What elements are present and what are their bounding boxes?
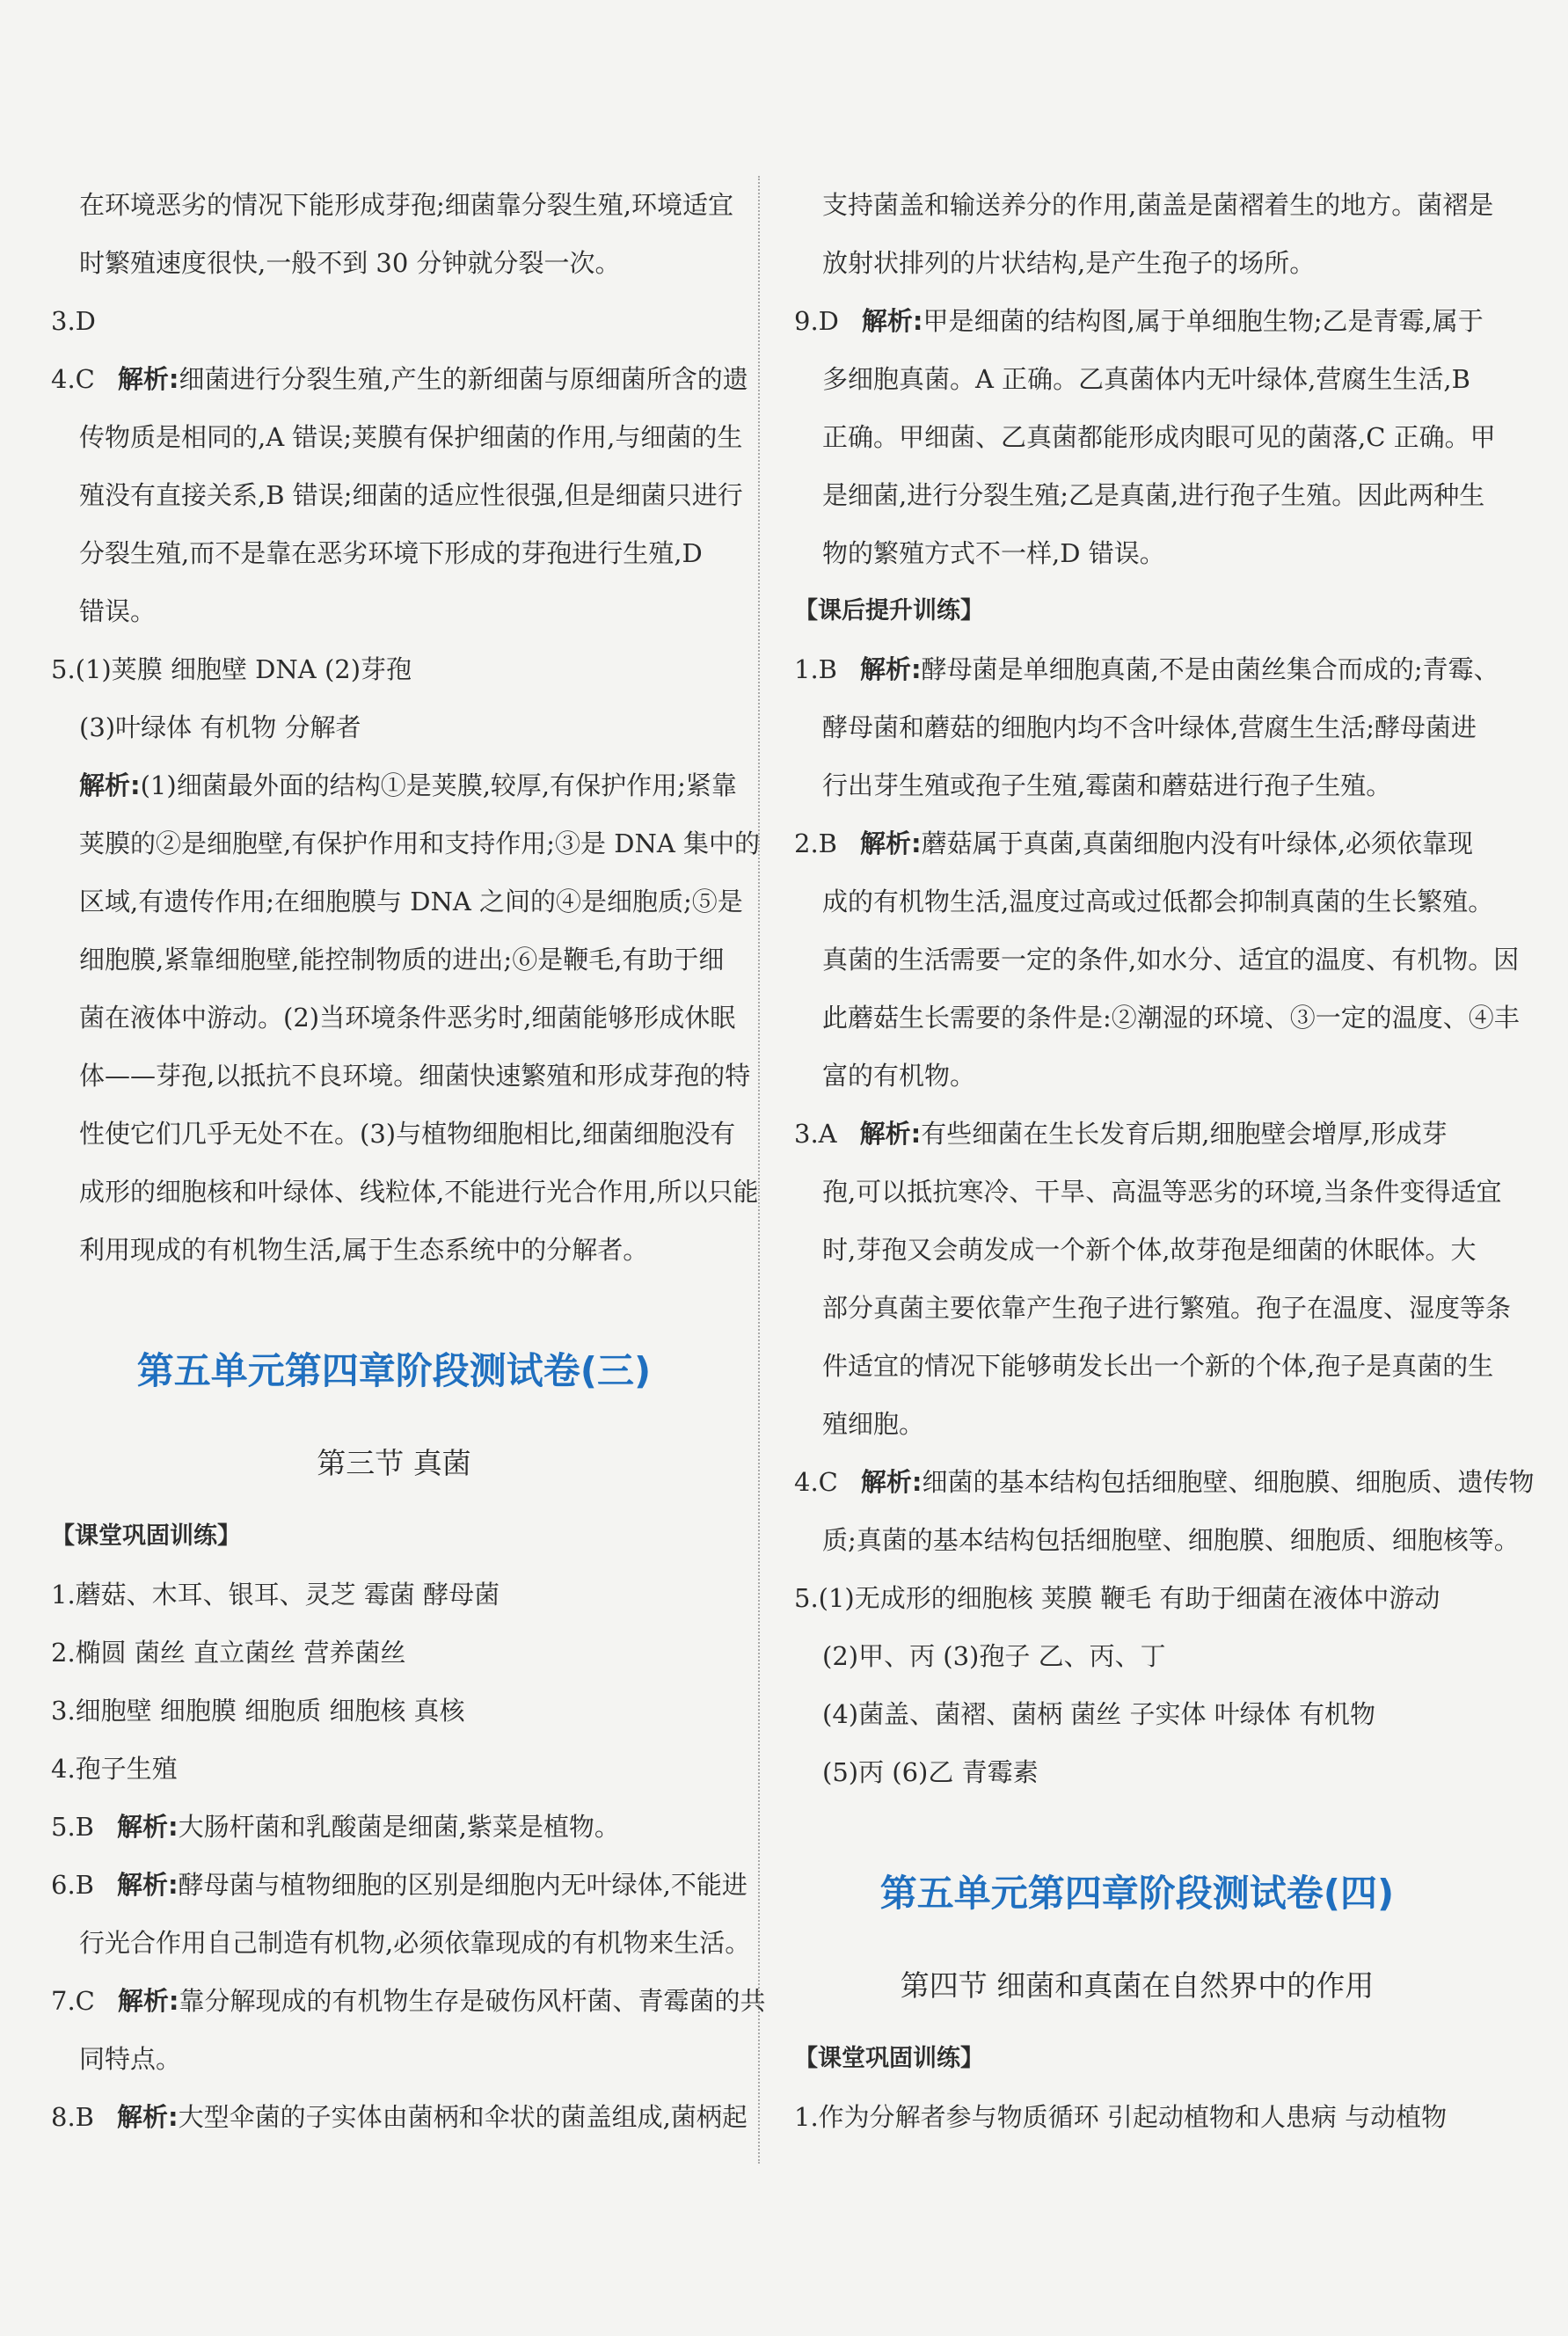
left-column — [51, 176, 766, 2146]
answer-num: 4.C — [51, 364, 95, 394]
analysis-text: 甲是细菌的结构图,属于单细胞生物;乙是青霉,属于 — [923, 306, 1484, 336]
text-line: 传物质是相同的,A 错误;荚膜有保护细菌的作用,与细菌的生 — [79, 422, 743, 452]
answer-4 — [51, 350, 748, 408]
analysis-text: 大型伞菌的子实体由菌柄和伞状的菌盖组成,菌柄起 — [178, 2102, 748, 2132]
analysis-label: 解析: — [79, 770, 141, 800]
answer-5: 5.(1)荚膜 细胞壁 DNA (2)芽孢 — [51, 654, 412, 684]
analysis-text: (1)细菌最外面的结构①是荚膜,较厚,有保护作用;紧靠 — [140, 770, 737, 800]
list-item — [51, 1856, 748, 1914]
text-line: 错误。 — [79, 596, 157, 626]
right-column — [794, 176, 1535, 2146]
text-line: 时繁殖速度很快,一般不到 30 分钟就分裂一次。 — [79, 248, 621, 278]
answer-num: 2.B — [794, 829, 837, 858]
list-item — [51, 2088, 748, 2146]
text-line: (4)菌盖、菌褶、菌柄 菌丝 子实体 叶绿体 有机物 — [822, 1699, 1375, 1729]
text-line: 在环境恶劣的情况下能形成芽孢;细菌靠分裂生殖,环境适宜 — [79, 190, 733, 220]
list-item: 3.细胞壁 细胞膜 细胞质 细胞核 真核 — [51, 1696, 465, 1726]
text-line: 区域,有遗传作用;在细胞膜与 DNA 之间的④是细胞质;⑤是 — [79, 887, 743, 916]
text-line: 孢,可以抵抗寒冷、干旱、高温等恶劣的环境,当条件变得适宜 — [822, 1177, 1502, 1207]
text-line: 支持菌盖和输送养分的作用,菌盖是菌褶着生的地方。菌褶是 — [822, 190, 1494, 220]
text-line: 利用现成的有机物生活,属于生态系统中的分解者。 — [79, 1235, 649, 1265]
text-line: 此蘑菇生长需要的条件是:②潮湿的环境、③一定的温度、④丰 — [822, 1003, 1520, 1033]
text-line: 菌在液体中游动。(2)当环境条件恶劣时,细菌能够形成休眠 — [79, 1003, 736, 1033]
text-line: (3)叶绿体 有机物 分解者 — [79, 712, 361, 742]
analysis-label: 解析: — [116, 2102, 179, 2132]
analysis-label: 解析: — [860, 1467, 923, 1497]
text-line: 分裂生殖,而不是靠在恶劣环境下形成的芽孢进行生殖,D — [79, 538, 703, 568]
text-line: 真菌的生活需要一定的条件,如水分、适宜的温度、有机物。因 — [822, 945, 1520, 975]
text-line: 成形的细胞核和叶绿体、线粒体,不能进行光合作用,所以只能 — [79, 1177, 759, 1207]
section-title: 第五单元第四章阶段测试卷(四) — [879, 1872, 1395, 1915]
list-item — [794, 640, 1499, 698]
text-line: 部分真菌主要依靠产生孢子进行繁殖。孢子在温度、湿度等条 — [822, 1293, 1512, 1323]
text-line: 荚膜的②是细胞壁,有保护作用和支持作用;③是 DNA 集中的 — [79, 829, 760, 858]
section-subtitle: 第三节 真菌 — [317, 1446, 471, 1480]
text-line: 富的有机物。 — [822, 1061, 976, 1091]
analysis-text: 靠分解现成的有机物生存是破伤风杆菌、青霉菌的共 — [179, 1986, 766, 2016]
section-subtitle: 第四节 细菌和真菌在自然界中的作用 — [900, 1968, 1375, 2003]
analysis-label: 解析: — [859, 829, 922, 858]
text-line: 行出芽生殖或孢子生殖,霉菌和蘑菇进行孢子生殖。 — [822, 770, 1392, 800]
analysis-label: 解析: — [117, 364, 179, 394]
analysis-text: 蘑菇属于真菌,真菌细胞内没有叶绿体,必须依靠现 — [921, 829, 1474, 858]
answer-num: 6.B — [51, 1870, 94, 1900]
analysis-text: 有些细菌在生长发育后期,细胞壁会增厚,形成芽 — [921, 1119, 1448, 1149]
analysis-label: 解析: — [116, 1812, 179, 1842]
text-line: 质;真菌的基本结构包括细胞壁、细胞膜、细胞质、细胞核等。 — [822, 1525, 1520, 1555]
list-item: 1.作为分解者参与物质循环 引起动植物和人患病 与动植物 — [794, 2102, 1448, 2132]
section-tag: 【课后提升训练】 — [794, 597, 984, 624]
answer-num: 4.C — [794, 1467, 838, 1497]
analysis-label: 解析: — [116, 1870, 179, 1900]
answer-num: 1.B — [794, 654, 837, 684]
list-item — [794, 1105, 1480, 1163]
text-line: 同特点。 — [79, 2044, 182, 2074]
text-line: 酵母菌和蘑菇的细胞内均不含叶绿体,营腐生生活;酵母菌进 — [822, 712, 1477, 742]
text-line: 殖细胞。 — [822, 1409, 925, 1439]
list-item: 5.(1)无成形的细胞核 荚膜 鞭毛 有助于细菌在液体中游动 — [794, 1583, 1440, 1613]
text-line: 放射状排列的片状结构,是产生孢子的场所。 — [822, 248, 1316, 278]
text-line: (2)甲、丙 (3)孢子 乙、丙、丁 — [822, 1641, 1166, 1671]
analysis-text: 细菌进行分裂生殖,产生的新细菌与原细菌所含的遗 — [179, 364, 748, 394]
text-line: 多细胞真菌。A 正确。乙真菌体内无叶绿体,营腐生生活,B — [822, 364, 1470, 394]
section-tag: 【课堂巩固训练】 — [794, 2045, 984, 2072]
answer-num: 5.B — [51, 1812, 94, 1842]
analysis-label: 解析: — [861, 306, 923, 336]
text-line: 性使它们几乎无处不在。(3)与植物细胞相比,细菌细胞没有 — [79, 1119, 736, 1149]
answer-num: 8.B — [51, 2102, 94, 2132]
analysis-text: 大肠杆菌和乳酸菌是细菌,紫菜是植物。 — [178, 1812, 620, 1842]
list-item: 4.孢子生殖 — [51, 1754, 178, 1784]
text-line: 成的有机物生活,温度过高或过低都会抑制真菌的生长繁殖。 — [822, 887, 1494, 916]
answer-num: 9.D — [794, 306, 839, 336]
text-line: 体——芽孢,以抵抗不良环境。细菌快速繁殖和形成芽孢的特 — [79, 1061, 751, 1091]
analysis-text: 酵母菌与植物细胞的区别是细胞内无叶绿体,不能进 — [178, 1870, 748, 1900]
text-line: 物的繁殖方式不一样,D 错误。 — [822, 538, 1165, 568]
analysis-text: 酵母菌是单细胞真菌,不是由菌丝集合而成的;青霉、 — [921, 654, 1499, 684]
answer-num: 7.C — [51, 1986, 95, 2016]
list-item — [51, 1798, 737, 1856]
list-item — [794, 1453, 1535, 1511]
text-line: (5)丙 (6)乙 青霉素 — [822, 1757, 1039, 1787]
text-line: 细胞膜,紧靠细胞壁,能控制物质的进出;⑥是鞭毛,有助于细 — [79, 945, 725, 975]
answer-3: 3.D — [51, 306, 96, 336]
text-line: 行光合作用自己制造有机物,必须依靠现成的有机物来生活。 — [79, 1928, 751, 1958]
list-item — [794, 814, 1480, 872]
text-line: 时,芽孢又会萌发成一个新个体,故芽孢是细菌的休眠体。大 — [822, 1235, 1477, 1265]
answer-9 — [794, 292, 1484, 350]
analysis-text: 细菌的基本结构包括细胞壁、细胞膜、细胞质、遗传物 — [922, 1467, 1535, 1497]
section-tag: 【课堂巩固训练】 — [51, 1522, 241, 1550]
answer-num: 3.A — [794, 1119, 837, 1149]
analysis-label: 解析: — [859, 1119, 922, 1149]
analysis-line — [51, 756, 737, 814]
analysis-label: 解析: — [117, 1986, 179, 2016]
text-line: 件适宜的情况下能够萌发长出一个新的个体,孢子是真菌的生 — [822, 1351, 1494, 1381]
analysis-label: 解析: — [859, 654, 922, 684]
list-item: 1.蘑菇、木耳、银耳、灵芝 霉菌 酵母菌 — [51, 1580, 500, 1610]
text-line: 是细菌,进行分裂生殖;乙是真菌,进行孢子生殖。因此两种生 — [822, 480, 1485, 510]
text-line: 正确。甲细菌、乙真菌都能形成肉眼可见的菌落,C 正确。甲 — [822, 422, 1496, 452]
list-item — [51, 1972, 766, 2030]
text-line: 殖没有直接关系,B 错误;细菌的适应性很强,但是细菌只进行 — [79, 480, 743, 510]
list-item: 2.椭圆 菌丝 直立菌丝 营养菌丝 — [51, 1638, 406, 1668]
section-title: 第五单元第四章阶段测试卷(三) — [136, 1349, 652, 1392]
